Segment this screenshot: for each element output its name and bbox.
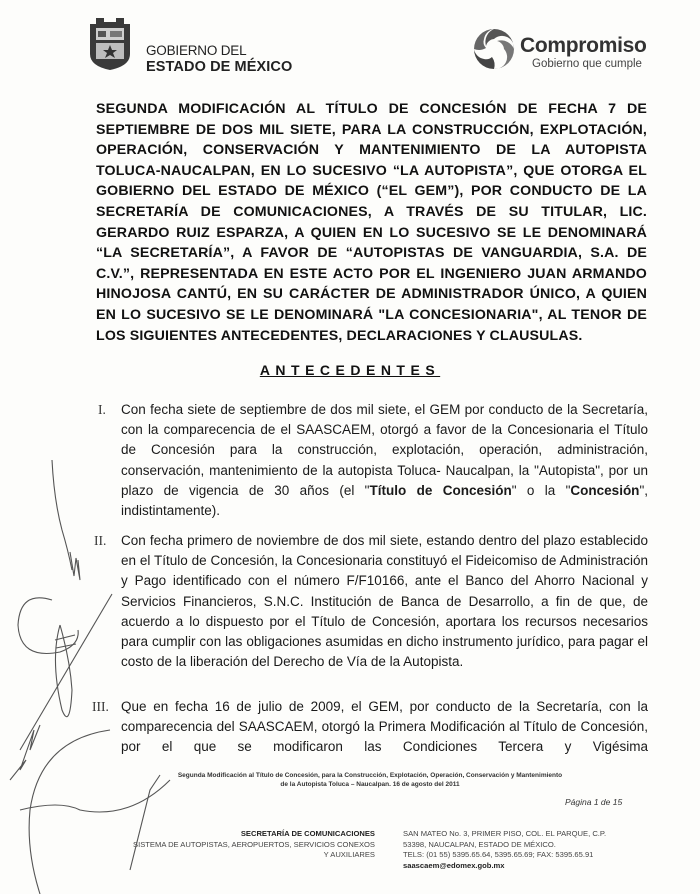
footer-reference: [150, 771, 590, 789]
department-name: SECRETARÍA DE COMUNICACIONES: [240, 829, 375, 838]
department-sub1: SISTEMA DE AUTOPISTAS, AEROPUERTOS, SERVICIOS CONEXOS: [133, 839, 375, 849]
item-number: III.: [92, 699, 109, 714]
antecedent-item: Que en fecha 16 de julio de 2009, el GEM, por conducto de la Secretaría, con la comparecencia del SAASCAEM, otorgó la Primera Modificación al Título de Concesión, por el que se modificaron las Condiciones Tercera y Vigésima: [121, 699, 648, 755]
government-header: [84, 14, 314, 74]
defined-term: Concesión: [570, 482, 640, 498]
signature-stroke: [20, 594, 112, 750]
footer-reference-line1: Segunda Modificación al Título de Concesión, para la Construcción, Explotación, Operación, Conservación y Mantenimiento: [177, 772, 563, 779]
defined-term: Título de Concesión: [369, 482, 512, 498]
signature-stroke: [52, 460, 72, 570]
compromiso-brand: [472, 26, 662, 78]
signature-stroke: [20, 780, 170, 812]
section-heading-text: ANTECEDENTES: [259, 362, 441, 378]
address-line1: SAN MATEO No. 3, PRIMER PISO, COL. EL PARQUE, C.P.: [403, 829, 607, 838]
item-number: I.: [98, 402, 106, 417]
document-title: SEGUNDA MODIFICACIÓN AL TÍTULO DE CONCESIÓN DE FECHA 7 DE SEPTIEMBRE DE DOS MIL SIETE, PARA LA CONSTRUCCIÓN, EXPLOTACIÓN, OPERACIÓN, CONSERVACIÓN Y MANTENIMIENTO DE LA AUTOPISTA TOLUCA-NAUCALPAN, EN LO SUCESIVO “LA AUTOPISTA”, QUE OTORGA EL GOBIERNO DEL ESTADO DE MÉXICO (“EL GEM”), POR CONDUCTO DE LA SECRETARÍA DE COMUNICACIONES, A TRAVÉS DE SU TITULAR, LIC. GERARDO RUIZ ESPARZA, A QUIEN EN LO SUCESIVO SE LE DENOMINARÁ “LA SECRETARÍA”, A FAVOR DE “AUTOPISTAS DE VANGUARDIA, S.A. DE C.V.”, REPRESENTADA EN ESTE ACTO POR EL INGENIERO JUAN ARMANDO HINOJOSA CANTÚ, EN SU CARÁCTER DE ADMINISTRADOR ÚNICO, A QUIEN EN LO SUCESIVO SE LE DENOMINARÁ "LA CONCESIONARIA", AL TENOR DE LOS SIGUIENTES ANTECEDENTES, DECLARACIONES Y CLAUSULAS.: [96, 101, 647, 344]
contact-email: saascaem@edomex.gob.mx: [403, 860, 505, 870]
brand-name: Compromiso: [520, 34, 647, 57]
item-number: II.: [94, 533, 107, 548]
item-text: ", indistintamente).: [121, 482, 648, 519]
address-line2: 53398, NAUCALPAN, ESTADO DE MÉXICO.: [403, 839, 556, 849]
government-name-line2: ESTADO DE MÉXICO: [146, 59, 293, 75]
page-number: Página 1 de 15: [565, 797, 623, 807]
antecedent-item: [121, 400, 648, 521]
signature-stroke: [10, 725, 40, 780]
handwritten-signatures: [0, 430, 200, 894]
item-text: " o la ": [511, 482, 571, 498]
footer-address: [403, 829, 673, 871]
signature-stroke: [130, 775, 160, 870]
footer-reference-line2: de la Autopista Toluca – Naucalpan. 16 de agosto del 2011: [280, 781, 460, 788]
antecedent-item: Con fecha primero de noviembre de dos mil siete, estando dentro del plazo establecido en el Título de Concesión, la Concesionaria constituyó el Fideicomiso de Administración y Pago identificado con el número F/F10166, ante el Banco del Ahorro Nacional y Servicios Financieros, S.N.C. Institución de Banca de Desarrollo, a fin de que, de acuerdo a lo dispuesto por el Título de Concesión, aportara los recursos necesarios para cumplir con las obligaciones asumidas en dicho instrumento jurídico, para pagar el costo de la liberación del Derecho de Vía de la Autopista.: [121, 533, 648, 670]
section-heading: [0, 362, 700, 380]
signature-stroke: [55, 635, 76, 648]
government-name-line1: GOBIERNO DEL: [146, 43, 247, 58]
item-text: Con fecha siete de septiembre de dos mil siete, el GEM por conducto de la Secretaría, con la comparecencia de el SAASCAEM, otorgó a favor de la Concesionaria el Título de Concesión para la construcción, explotación, operación, administración, conservación, mantenimiento de la autopista Toluca- Naucalpan, la "Autopista", por un plazo de vigencia de 30 años (el ": [121, 402, 648, 498]
compromiso-swirl-logo-icon: [472, 26, 516, 72]
brand-tagline: Gobierno que cumple: [532, 58, 642, 70]
state-coat-of-arms-icon: [84, 14, 136, 72]
address-line3: TELS: (01 55) 5395.65.64, 5395.65.69; FAX: 5395.65.91: [403, 850, 594, 859]
department-sub2: Y AUXILIARES: [323, 850, 375, 859]
